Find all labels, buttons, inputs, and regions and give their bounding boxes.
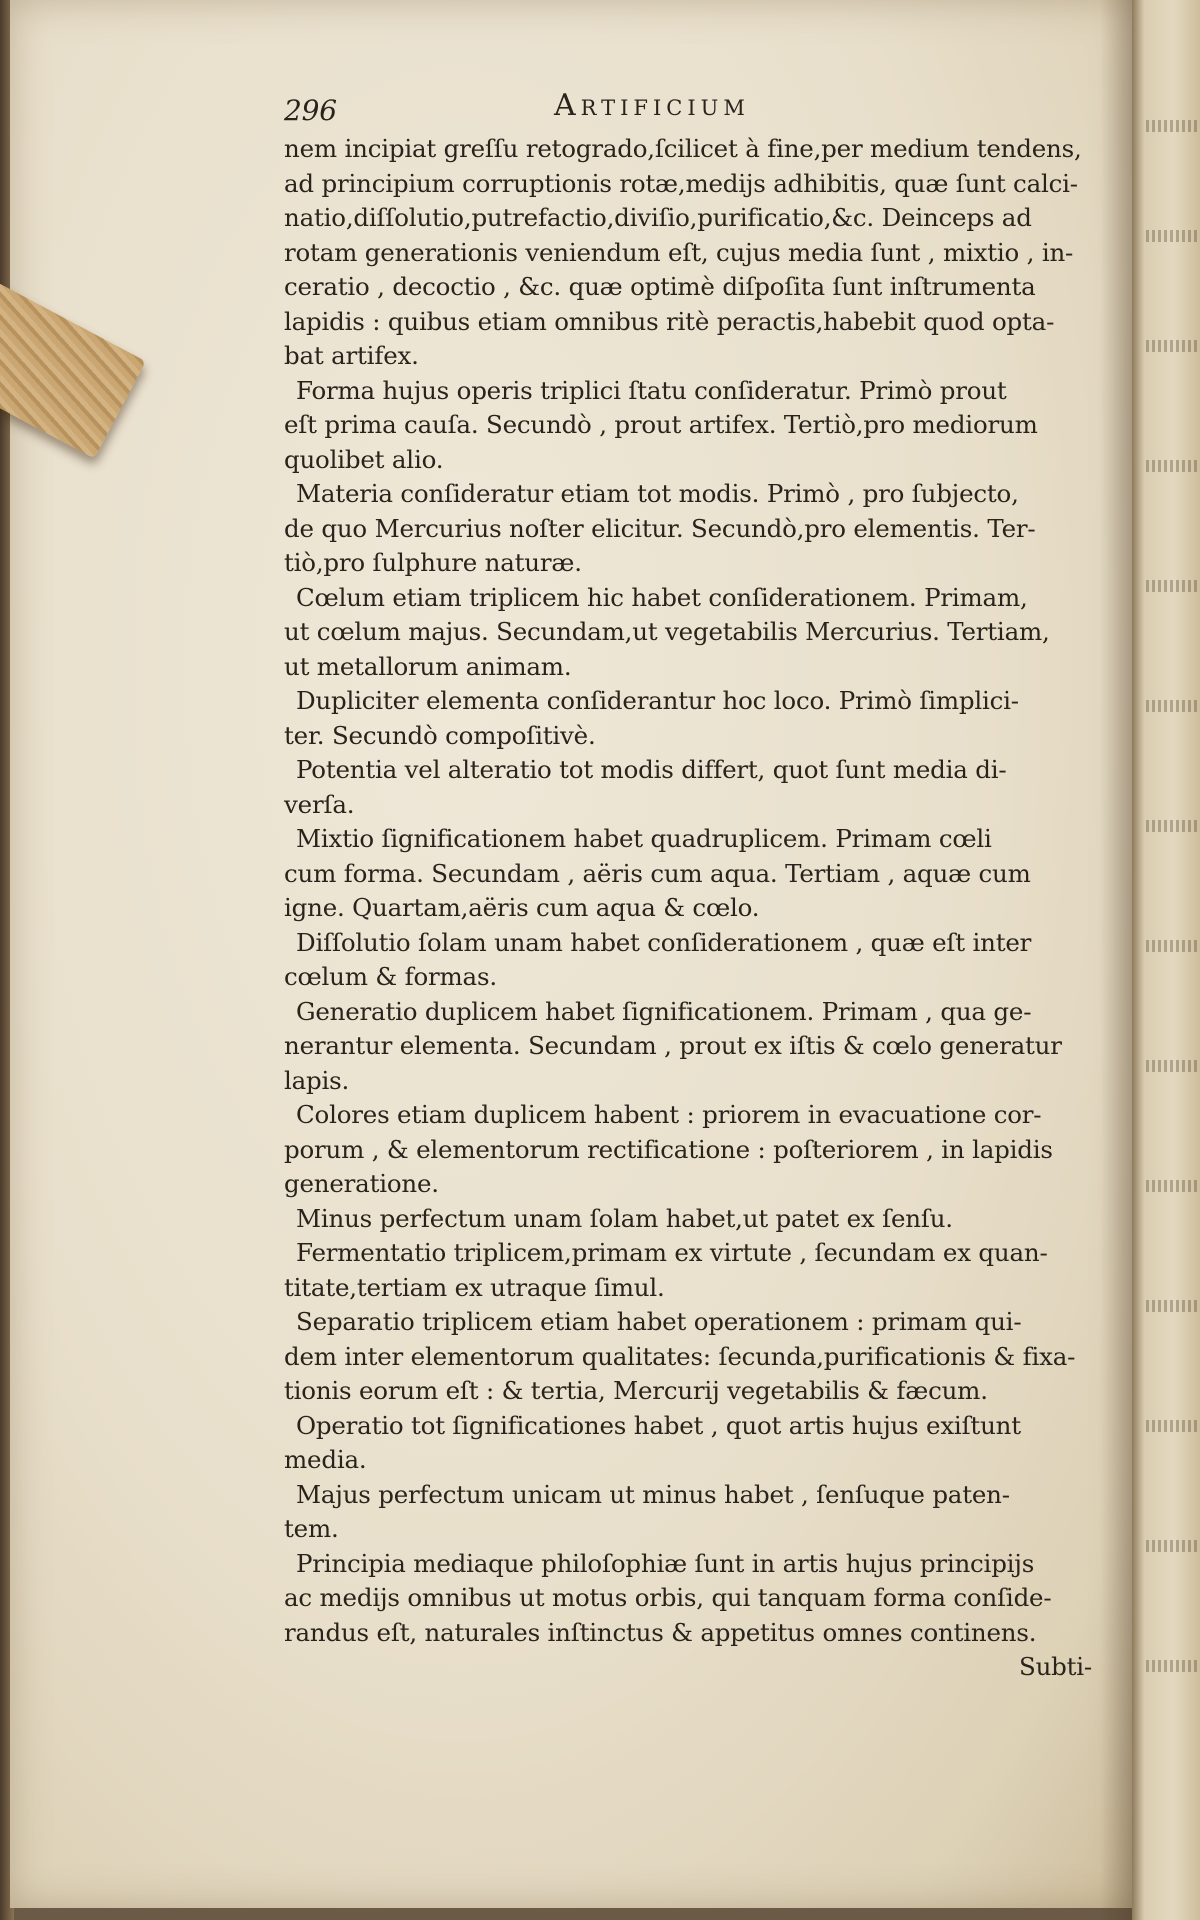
page-text-block [284,88,1094,1684]
bleed-through-text [1146,1540,1200,1552]
bleed-through-text [1146,230,1200,242]
text-line: Forma hujus operis triplici ſtatu conſideratur. Primò prout [296,375,1007,405]
text-line: porum , & elementorum rectificatione : poſteriorem , in lapidis [284,1134,1053,1164]
text-line: igne. Quartam,aëris cum aqua & cœlo. [284,893,760,922]
bleed-through-text [1146,1060,1200,1072]
text-line: ut cœlum majus. Secundam,ut vegetabilis Mercurius. Tertiam, [284,617,1050,646]
body-text [284,132,1094,1650]
text-line: Operatio tot ſignificationes habet , quot artis hujus exiſtunt [296,1410,1021,1440]
text-line: tiò,pro ſulphure naturæ. [284,548,582,577]
text-line: ut metallorum animam. [284,651,572,681]
text-line: Colores etiam duplicem habent : priorem in evacuatione cor- [296,1100,1042,1129]
text-line: Diſſolutio ſolam unam habet conſiderationem , quæ eſt inter [296,927,1032,957]
bleed-through-text [1146,120,1200,132]
text-line: dem inter elementorum qualitates: ſecunda,purificationis & fixa- [284,1341,1076,1371]
bleed-through-text [1146,340,1200,352]
bleed-through-text [1146,1180,1200,1192]
bleed-through-text [1146,820,1200,832]
text-line: verſa. [284,789,355,819]
page-number: 296 [284,94,337,127]
bleed-through-text [1146,460,1200,472]
bleed-through-text [1146,1420,1200,1432]
bleed-through-text [1146,1300,1200,1312]
bleed-through-text [1146,700,1200,712]
text-line: cum forma. Secundam , aëris cum aqua. Tertiam , aquæ cum [284,858,1031,888]
text-line: ter. Secundò compoſitivè. [284,720,596,750]
bleed-through-text [1146,1660,1200,1672]
text-line: Potentia vel alteratio tot modis differt, quot ſunt media di- [296,755,1007,784]
text-line: lapidis : quibus etiam omnibus ritè peractis,habebit quod opta- [284,306,1055,336]
running-head: Artificium [554,88,750,123]
text-line: tionis eorum eſt : & tertia, Mercurij vegetabilis & fæcum. [284,1376,988,1405]
text-line: nerantur elementa. Secundam , prout ex iſtis & cœlo generatur [284,1031,1062,1060]
text-line: Cœlum etiam triplicem hic habet conſiderationem. Primam, [296,582,1028,612]
text-line: Minus perfectum unam ſolam habet,ut patet ex ſenſu. [296,1203,953,1233]
text-line: ad principium corruptionis rotæ,medijs adhibitis, quæ ſunt calci- [284,168,1078,198]
text-line: cœlum & formas. [284,962,497,991]
bleed-through-text [1146,580,1200,592]
text-line: de quo Mercurius noſter elicitur. Secundò,pro elementis. Ter- [284,513,1036,543]
text-line: Dupliciter elementa conſiderantur hoc loco. Primò ſimplici- [296,686,1019,715]
text-line: generatione. [284,1169,439,1198]
text-line: Majus perfectum unicam ut minus habet , ſenſuque paten- [296,1479,1010,1509]
bleed-through-text [1146,940,1200,952]
text-line: Principia mediaque philoſophiæ ſunt in artis hujus principijs [296,1548,1035,1578]
text-line: randus eſt, naturales inſtinctus & appetitus omnes continens. [284,1617,1037,1647]
text-line: bat artifex. [284,341,419,370]
text-line: Generatio duplicem habet ſignificationem. Primam , qua ge- [296,996,1032,1026]
text-line: natio,diſſolutio,putrefactio,diviſio,purificatio,&c. Deinceps ad [284,203,1032,232]
text-line: lapis. [284,1065,350,1095]
next-page-edge [1132,0,1200,1920]
text-line: Separatio triplicem etiam habet operationem : primam qui- [296,1307,1022,1336]
text-line: tem. [284,1514,339,1543]
text-line: Fermentatio triplicem,primam ex virtute , ſecundam ex quan- [296,1238,1048,1267]
text-line: media. [284,1445,367,1474]
text-line: titate,tertiam ex utraque ſimul. [284,1272,665,1302]
text-line: ac medijs omnibus ut motus orbis, qui tanquam forma conſide- [284,1583,1052,1612]
catchword: Subti- [1018,1652,1092,1681]
text-line: rotam generationis veniendum eſt, cujus media ſunt , mixtio , in- [284,237,1074,267]
text-line: Materia conſideratur etiam tot modis. Primò , pro ſubjecto, [296,479,1019,508]
text-line: ceratio , decoctio , &c. quæ optimè diſpoſita ſunt inſtrumenta [284,272,1036,301]
text-line: Mixtio ſignificationem habet quadruplicem. Primam cœli [296,824,992,853]
text-line: eſt prima cauſa. Secundò , prout artifex. Tertiò,pro mediorum [284,410,1038,439]
text-line: nem incipiat greſſu retogrado,ſcilicet à fine,per medium tendens, [284,134,1082,163]
text-line: quolibet alio. [284,444,444,474]
page-header [284,88,1094,132]
